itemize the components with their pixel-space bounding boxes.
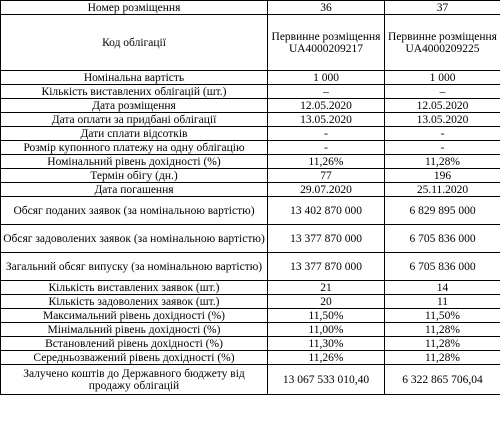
table-row: [1, 197, 500, 225]
table-row: [1, 309, 500, 323]
table-row: [1, 127, 500, 141]
table-row: [1, 141, 500, 155]
row-label: Встановлений рівень дохідності (%): [1, 337, 268, 351]
cell-auction-36: 11,30%: [268, 337, 385, 351]
cell-auction-37: 6 322 865 706,04: [385, 365, 500, 395]
row-label: Дата погашення: [1, 183, 268, 197]
row-label: Залучено коштів до Державного бюджету від продажу облігацій: [1, 365, 268, 395]
table-row: [1, 155, 500, 169]
table-row: [1, 225, 500, 253]
table-row: [1, 169, 500, 183]
table-row: [1, 71, 500, 85]
cell-auction-37: 25.11.2020: [385, 183, 500, 197]
cell-auction-36: 12.05.2020: [268, 99, 385, 113]
cell-auction-37: 6 829 895 000: [385, 197, 500, 225]
cell-auction-36: 11,00%: [268, 323, 385, 337]
cell-auction-37: 1 000: [385, 71, 500, 85]
row-label: Термін обігу (дн.): [1, 169, 268, 183]
cell-auction-36: Первинне розміщення UA4000209217: [268, 15, 385, 71]
table-row: [1, 183, 500, 197]
cell-auction-37: 11,28%: [385, 351, 500, 365]
cell-auction-36: 13.05.2020: [268, 113, 385, 127]
table-row: [1, 99, 500, 113]
row-label: Кількість виставлених заявок (шт.): [1, 281, 268, 295]
cell-auction-37: 11,50%: [385, 309, 500, 323]
table-row: [1, 281, 500, 295]
cell-auction-36: 36: [268, 1, 385, 15]
cell-auction-37: 196: [385, 169, 500, 183]
row-label: Максимальний рівень дохідності (%): [1, 309, 268, 323]
cell-auction-36: 77: [268, 169, 385, 183]
table-row: [1, 365, 500, 395]
table-row: [1, 253, 500, 281]
cell-auction-36: 21: [268, 281, 385, 295]
cell-auction-37: 12.05.2020: [385, 99, 500, 113]
cell-auction-36: 1 000: [268, 71, 385, 85]
cell-auction-37: 6 705 836 000: [385, 225, 500, 253]
cell-auction-37: 13.05.2020: [385, 113, 500, 127]
table-row: [1, 337, 500, 351]
table-row: [1, 1, 500, 15]
cell-auction-37: –: [385, 85, 500, 99]
cell-auction-37: 11,28%: [385, 323, 500, 337]
cell-auction-36: -: [268, 141, 385, 155]
cell-auction-36: 20: [268, 295, 385, 309]
cell-auction-37: 37: [385, 1, 500, 15]
cell-auction-37: 14: [385, 281, 500, 295]
cell-auction-37: 6 705 836 000: [385, 253, 500, 281]
cell-auction-37: 11,28%: [385, 337, 500, 351]
cell-auction-37: Первинне розміщення UA4000209225: [385, 15, 500, 71]
row-label: Кількість виставлених облігацій (шт.): [1, 85, 268, 99]
cell-auction-37: 11: [385, 295, 500, 309]
row-label: Дата оплати за придбані облігації: [1, 113, 268, 127]
table-row: [1, 113, 500, 127]
cell-auction-37: -: [385, 127, 500, 141]
cell-auction-36: 29.07.2020: [268, 183, 385, 197]
cell-auction-36: –: [268, 85, 385, 99]
row-label: Кількість задоволених заявок (шт.): [1, 295, 268, 309]
cell-auction-36: 13 377 870 000: [268, 253, 385, 281]
row-label: Дата розміщення: [1, 99, 268, 113]
cell-auction-37: -: [385, 141, 500, 155]
row-label: Обсяг поданих заявок (за номінальною вартістю): [1, 197, 268, 225]
row-label: Номінальна вартість: [1, 71, 268, 85]
row-label: Середньозважений рівень дохідності (%): [1, 351, 268, 365]
cell-auction-36: 11,26%: [268, 351, 385, 365]
row-label: Номер розміщення: [1, 1, 268, 15]
row-label: Загальний обсяг випуску (за номінальною вартістю): [1, 253, 268, 281]
table-row: [1, 15, 500, 71]
row-label: Номінальний рівень дохідності (%): [1, 155, 268, 169]
cell-auction-36: -: [268, 127, 385, 141]
row-label: Розмір купонного платежу на одну облігацію: [1, 141, 268, 155]
row-label: Дати сплати відсотків: [1, 127, 268, 141]
cell-auction-36: 11,50%: [268, 309, 385, 323]
table-row: [1, 295, 500, 309]
cell-auction-36: 11,26%: [268, 155, 385, 169]
table-row: [1, 351, 500, 365]
cell-auction-36: 13 402 870 000: [268, 197, 385, 225]
cell-auction-36: 13 377 870 000: [268, 225, 385, 253]
cell-auction-37: 11,28%: [385, 155, 500, 169]
row-label: Обсяг задоволених заявок (за номінальною вартістю): [1, 225, 268, 253]
cell-auction-36: 13 067 533 010,40: [268, 365, 385, 395]
row-label: Мінімальний рівень дохідності (%): [1, 323, 268, 337]
table-row: [1, 323, 500, 337]
row-label: Код облігації: [1, 15, 268, 71]
table-row: [1, 85, 500, 99]
